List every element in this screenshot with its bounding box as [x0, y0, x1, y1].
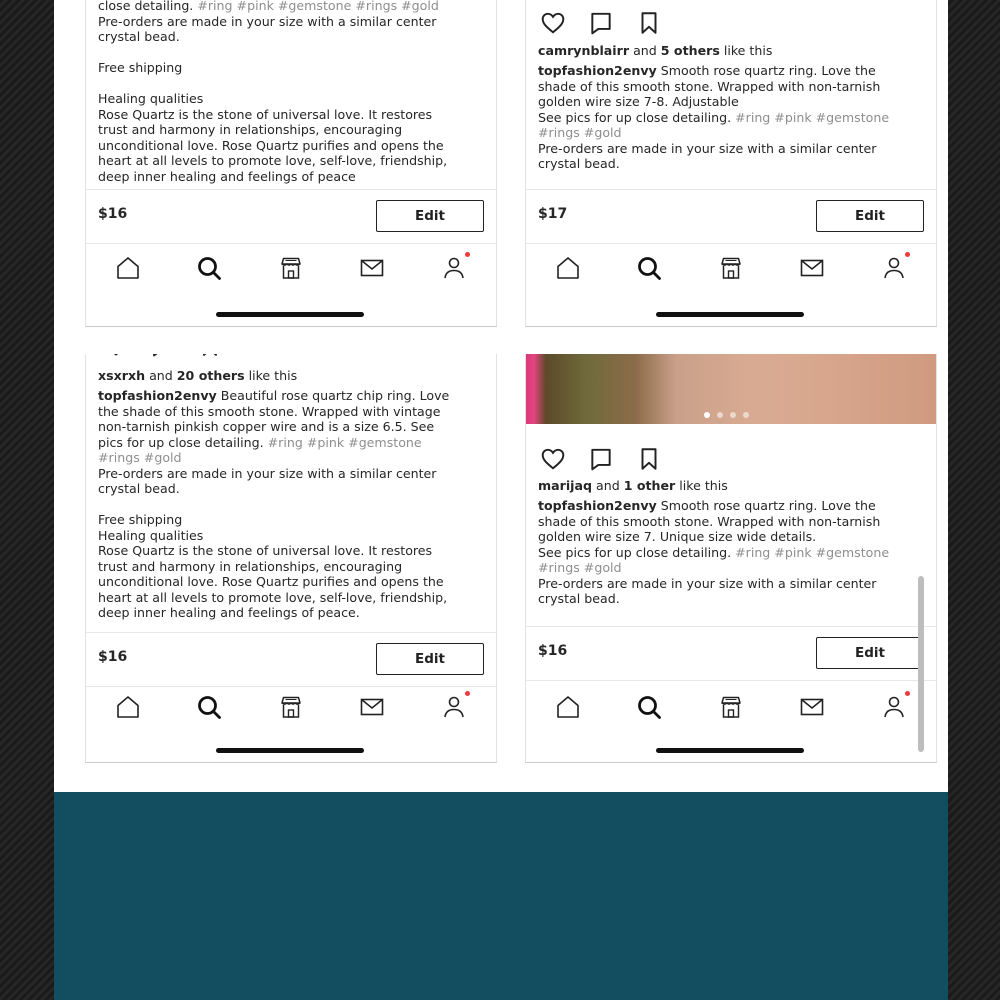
tab-home[interactable]	[113, 692, 143, 722]
comment-icon[interactable]	[588, 446, 614, 472]
tab-message[interactable]	[797, 253, 827, 283]
tab-message[interactable]	[357, 692, 387, 722]
likes-count[interactable]: 1 other	[623, 478, 676, 493]
tab-shop[interactable]	[276, 253, 306, 283]
tab-shop[interactable]	[276, 692, 306, 722]
bottom-tab-bar	[86, 248, 496, 288]
tab-shop[interactable]	[716, 692, 746, 722]
tab-shop[interactable]	[716, 253, 746, 283]
bottom-tab-bar	[526, 687, 936, 727]
post-panel-3	[85, 354, 497, 763]
hashtags[interactable]: #ring #pink #gemstone #rings #gold	[538, 544, 890, 575]
post-caption: topfashion2envy Smooth rose quartz ring. Love the shade of this smooth stone. Wrapped with non-tarnish golden wire size 7-8. Adjustable See pics for up close detailing. #ring #pink #gemstone #rings #gold Pre-orders are made in your size with a similar center crystal bead.	[538, 63, 890, 171]
home-indicator	[656, 312, 804, 317]
message-icon	[357, 253, 387, 283]
edit-button[interactable]: Edit	[816, 637, 924, 669]
home-icon	[553, 692, 583, 722]
price-label: $16	[98, 649, 128, 665]
likes-line: xsxrxh and 20 others like this	[98, 368, 298, 383]
tab-profile[interactable]	[439, 253, 469, 283]
likes-line: marijaq and 1 other like this	[538, 478, 728, 493]
tab-message[interactable]	[357, 253, 387, 283]
message-icon	[797, 253, 827, 283]
post-panel-1	[85, 0, 497, 327]
price-row	[86, 189, 496, 244]
caption-username[interactable]: topfashion2envy	[98, 388, 217, 403]
home-indicator	[216, 312, 364, 317]
background-panel	[54, 792, 948, 1000]
tab-home[interactable]	[553, 692, 583, 722]
price-row	[86, 632, 496, 687]
price-label: $16	[98, 206, 128, 222]
comment-icon[interactable]	[588, 10, 614, 36]
likes-count[interactable]: 20 others	[176, 368, 245, 383]
post-photo[interactable]	[526, 354, 936, 424]
comment-icon	[150, 354, 174, 358]
edit-button[interactable]: Edit	[376, 643, 484, 675]
notification-dot	[465, 252, 470, 257]
bottom-tab-bar	[526, 248, 936, 288]
notification-dot	[465, 691, 470, 696]
post-actions-partial	[104, 354, 224, 360]
price-row	[526, 189, 936, 244]
carousel-dot	[743, 412, 749, 418]
heart-icon[interactable]	[540, 446, 566, 472]
tab-search[interactable]	[194, 692, 224, 722]
price-row	[526, 626, 936, 681]
search-icon	[194, 692, 224, 722]
tab-message[interactable]	[797, 692, 827, 722]
carousel-dots	[704, 406, 756, 422]
post-panel-2	[525, 0, 937, 327]
carousel-dot	[704, 412, 710, 418]
shop-icon	[276, 692, 306, 722]
likes-line: camrynblairr and 5 others like this	[538, 43, 773, 58]
bookmark-icon	[198, 354, 222, 358]
caption-username[interactable]: topfashion2envy	[538, 63, 657, 78]
tab-search[interactable]	[634, 253, 664, 283]
edit-button[interactable]: Edit	[816, 200, 924, 232]
liker-username[interactable]: xsxrxh	[98, 368, 146, 383]
post-caption: topfashion2envy Beautiful rose quartz chip ring. Love the shade of this smooth stone. Wrapped with vintage non-tarnish pinkish copper wire and is a size 6.5. See pics for up close detailing. #ring #pink #gemstone #rings #gold Pre-orders are made in your size with a similar center crystal bead. Free shipping Healing qualities Rose Quartz is the stone of universal love. It restores trust and harmony in relationships, encouraging unconditional love. Rose Quartz purifies and opens the heart at all levels to promote love, self-love, friendship, deep inner healing and feelings of peace.	[98, 388, 450, 620]
tab-profile[interactable]	[439, 692, 469, 722]
edit-button[interactable]: Edit	[376, 200, 484, 232]
tab-profile[interactable]	[879, 253, 909, 283]
home-icon	[113, 692, 143, 722]
heart-icon	[104, 354, 128, 358]
tab-home[interactable]	[113, 253, 143, 283]
bookmark-icon[interactable]	[636, 10, 662, 36]
price-label: $17	[538, 206, 568, 222]
tab-profile[interactable]	[879, 692, 909, 722]
post-caption: close detailing. #ring #pink #gemstone #rings #gold Pre-orders are made in your size with a similar center crystal bead. Free shipping Healing qualities Rose Quartz is the stone of universal love. It restores trust and harmony in relationships, encouraging unconditional love. Rose Quartz purifies and opens the heart at all levels to promote love, self-love, friendship, deep inner healing and feelings of peace	[98, 0, 448, 184]
home-icon	[553, 253, 583, 283]
liker-username[interactable]: marijaq	[538, 478, 592, 493]
tab-home[interactable]	[553, 253, 583, 283]
search-icon	[634, 692, 664, 722]
shop-icon	[716, 253, 746, 283]
price-label: $16	[538, 643, 568, 659]
shop-icon	[716, 692, 746, 722]
search-icon	[634, 253, 664, 283]
hashtags[interactable]: #ring #pink #gemstone #rings #gold	[98, 434, 422, 465]
likes-count[interactable]: 5 others	[660, 43, 720, 58]
post-caption: topfashion2envy Smooth rose quartz ring. Love the shade of this smooth stone. Wrapped with non-tarnish golden wire size 7. Unique size wide details. See pics for up close detailing. #ring #pink #gemstone #rings #gold Pre-orders are made in your size with a similar center crystal bead.	[538, 498, 890, 606]
hashtags[interactable]: #ring #pink #gemstone #rings #gold	[538, 109, 890, 140]
profile-icon	[879, 692, 909, 722]
carousel-dot	[717, 412, 723, 418]
message-icon	[357, 692, 387, 722]
caption-username[interactable]: topfashion2envy	[538, 498, 657, 513]
home-icon	[113, 253, 143, 283]
tab-search[interactable]	[634, 692, 664, 722]
notification-dot	[905, 252, 910, 257]
liker-username[interactable]: camrynblairr	[538, 43, 630, 58]
scrollbar-thumb[interactable]	[918, 576, 924, 752]
bookmark-icon[interactable]	[636, 446, 662, 472]
home-indicator	[656, 748, 804, 753]
heart-icon[interactable]	[540, 10, 566, 36]
profile-icon	[439, 692, 469, 722]
notification-dot	[905, 691, 910, 696]
bottom-tab-bar	[86, 687, 496, 727]
profile-icon	[439, 253, 469, 283]
profile-icon	[879, 253, 909, 283]
message-icon	[797, 692, 827, 722]
hashtags[interactable]: #ring #pink #gemstone #rings #gold	[197, 0, 439, 13]
tab-search[interactable]	[194, 253, 224, 283]
home-indicator	[216, 748, 364, 753]
shop-icon	[276, 253, 306, 283]
post-panel-4	[525, 354, 937, 763]
carousel-dot	[730, 412, 736, 418]
search-icon	[194, 253, 224, 283]
